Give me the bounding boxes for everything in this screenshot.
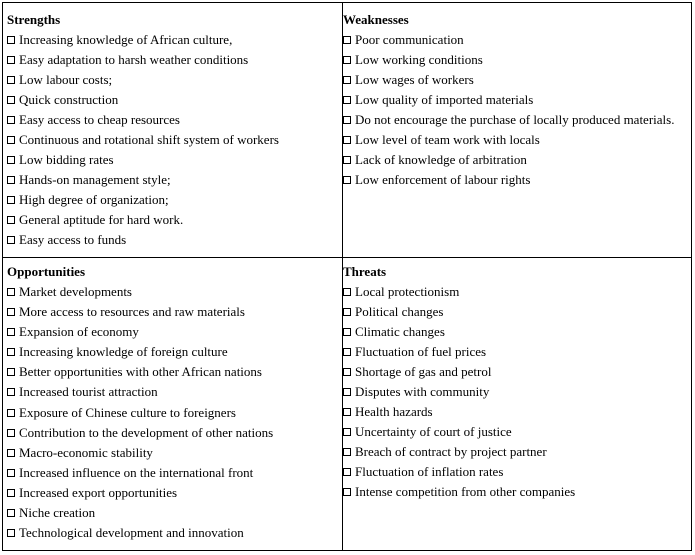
list-item <box>343 111 688 129</box>
list-item-text: Health hazards <box>355 404 433 419</box>
strengths-heading: Strengths <box>7 12 61 27</box>
checkbox-icon <box>7 196 15 204</box>
weaknesses-heading: Weaknesses <box>343 12 409 27</box>
list-item-text: Fluctuation of fuel prices <box>355 344 487 359</box>
list-item <box>7 30 332 50</box>
list-item-text: Low bidding rates <box>19 152 114 167</box>
checkbox-icon <box>7 388 15 396</box>
list-item-text: Low level of team work with locals <box>355 132 540 147</box>
checkbox-icon <box>7 509 15 517</box>
list-item <box>7 342 332 362</box>
checkbox-icon <box>7 96 15 104</box>
checkbox-icon <box>7 136 15 144</box>
list-item <box>7 423 332 443</box>
list-item-text: Expansion of economy <box>19 324 139 340</box>
list-item <box>343 282 688 302</box>
list-item-text: High degree of organization; <box>19 192 169 207</box>
checkbox-icon <box>7 288 15 296</box>
list-item-text: Increasing knowledge of foreign culture <box>19 344 228 360</box>
list-item <box>7 523 332 543</box>
list-item <box>343 382 688 402</box>
checkbox-icon <box>7 489 15 497</box>
checkbox-icon <box>343 96 351 104</box>
checkbox-icon <box>7 328 15 336</box>
horizontal-divider <box>3 257 691 258</box>
list-item-text: Lack of knowledge of arbitration <box>355 152 527 167</box>
list-item <box>7 230 332 250</box>
checkbox-icon <box>343 176 351 184</box>
list-item <box>7 210 332 230</box>
list-item-text: Shortage of gas and petrol <box>355 364 492 379</box>
list-item <box>343 362 688 382</box>
weaknesses-list <box>343 30 688 190</box>
list-item-text: Continuous and rotational shift system of workers <box>19 132 279 147</box>
checkbox-icon <box>343 448 351 456</box>
list-item-text: General aptitude for hard work. <box>19 212 184 227</box>
list-item-text: Easy access to funds <box>19 232 127 247</box>
list-item <box>7 110 332 130</box>
list-item <box>343 150 688 170</box>
checkbox-icon <box>343 468 351 476</box>
checkbox-icon <box>7 216 15 224</box>
weaknesses-cell <box>343 10 688 190</box>
list-item-text: Increased export opportunities <box>19 484 178 500</box>
list-item <box>7 50 332 70</box>
strengths-cell <box>7 10 332 250</box>
checkbox-icon <box>343 116 351 124</box>
list-item-text: Low working conditions <box>355 52 483 67</box>
list-item-text: Quick construction <box>19 92 119 107</box>
list-item-text: Technological development and innovation <box>19 525 244 541</box>
checkbox-icon <box>7 236 15 244</box>
checkbox-icon <box>7 156 15 164</box>
list-item <box>7 90 332 110</box>
list-item-text: Low quality of imported materials <box>355 92 534 107</box>
checkbox-icon <box>343 136 351 144</box>
list-item <box>7 403 332 423</box>
list-item <box>7 322 332 342</box>
checkbox-icon <box>7 36 15 44</box>
list-item-text: Do not encourage the purchase of locally produced materials. <box>355 112 675 127</box>
list-item-text: Increased tourist attraction <box>19 384 158 400</box>
list-item <box>343 442 688 462</box>
list-item-text: Market developments <box>19 284 132 299</box>
checkbox-icon <box>7 176 15 184</box>
list-item <box>7 170 332 190</box>
list-item <box>7 130 332 150</box>
checkbox-icon <box>343 488 351 496</box>
list-item <box>7 190 332 210</box>
list-item-text: Uncertainty of court of justice <box>355 424 512 439</box>
list-item <box>343 130 688 150</box>
list-item <box>7 463 332 483</box>
strengths-list <box>7 30 332 250</box>
checkbox-icon <box>343 36 351 44</box>
list-item-text: Breach of contract by project partner <box>355 444 547 459</box>
list-item-text: Contribution to the development of other nations <box>19 424 274 440</box>
checkbox-icon <box>7 56 15 64</box>
list-item-text: Easy access to cheap resources <box>19 112 180 127</box>
list-item <box>7 70 332 90</box>
list-item <box>7 503 332 523</box>
list-item <box>343 322 688 342</box>
list-item <box>343 482 688 502</box>
list-item-text: Climatic changes <box>355 324 445 339</box>
list-item <box>343 70 688 90</box>
checkbox-icon <box>343 156 351 164</box>
list-item <box>343 50 688 70</box>
checkbox-icon <box>343 368 351 376</box>
list-item-text: Increasing knowledge of African culture, <box>19 32 233 47</box>
opportunities-list <box>7 282 332 543</box>
list-item <box>7 362 332 382</box>
list-item-text: Low labour costs; <box>19 72 113 87</box>
list-item-text: More access to resources and raw materials <box>19 304 245 320</box>
checkbox-icon <box>7 429 15 437</box>
checkbox-icon <box>7 469 15 477</box>
threats-cell <box>343 262 688 502</box>
list-item-text: Macro-economic stability <box>19 444 153 460</box>
list-item-text: Political changes <box>355 304 444 319</box>
list-item-text: Low enforcement of labour rights <box>355 172 531 187</box>
checkbox-icon <box>7 308 15 316</box>
checkbox-icon <box>343 76 351 84</box>
checkbox-icon <box>7 409 15 417</box>
list-item-text: Fluctuation of inflation rates <box>355 464 504 479</box>
list-item <box>343 30 688 50</box>
checkbox-icon <box>343 348 351 356</box>
list-item-text: Disputes with community <box>355 384 490 399</box>
list-item <box>7 382 332 402</box>
checkbox-icon <box>343 328 351 336</box>
list-item <box>343 170 688 190</box>
list-item-text: Easy adaptation to harsh weather conditions <box>19 52 249 67</box>
checkbox-icon <box>7 76 15 84</box>
checkbox-icon <box>343 388 351 396</box>
list-item-text: Intense competition from other companies <box>355 484 576 499</box>
opportunities-cell <box>7 262 332 543</box>
list-item-text: Niche creation <box>19 505 96 521</box>
list-item <box>343 462 688 482</box>
list-item <box>343 402 688 422</box>
list-item <box>343 342 688 362</box>
list-item-text: Exposure of Chinese culture to foreigners <box>19 404 236 420</box>
checkbox-icon <box>343 308 351 316</box>
checkbox-icon <box>7 348 15 356</box>
list-item-text: Poor communication <box>355 32 464 47</box>
list-item-text: Low wages of workers <box>355 72 474 87</box>
list-item-text: Increased influence on the international front <box>19 464 254 480</box>
checkbox-icon <box>343 288 351 296</box>
list-item <box>7 150 332 170</box>
list-item <box>7 483 332 503</box>
list-item <box>343 302 688 322</box>
list-item <box>7 282 332 302</box>
opportunities-heading: Opportunities <box>7 264 86 279</box>
list-item-text: Local protectionism <box>355 284 460 299</box>
checkbox-icon <box>7 529 15 537</box>
list-item-text: Hands-on management style; <box>19 172 171 187</box>
checkbox-icon <box>343 408 351 416</box>
checkbox-icon <box>343 56 351 64</box>
threats-heading: Threats <box>343 264 387 279</box>
checkbox-icon <box>343 428 351 436</box>
list-item <box>7 443 332 463</box>
list-item-text: Better opportunities with other African nations <box>19 364 262 380</box>
list-item <box>7 302 332 322</box>
checkbox-icon <box>7 368 15 376</box>
threats-list <box>343 282 688 502</box>
checkbox-icon <box>7 449 15 457</box>
list-item <box>343 422 688 442</box>
list-item <box>343 90 688 110</box>
checkbox-icon <box>7 116 15 124</box>
